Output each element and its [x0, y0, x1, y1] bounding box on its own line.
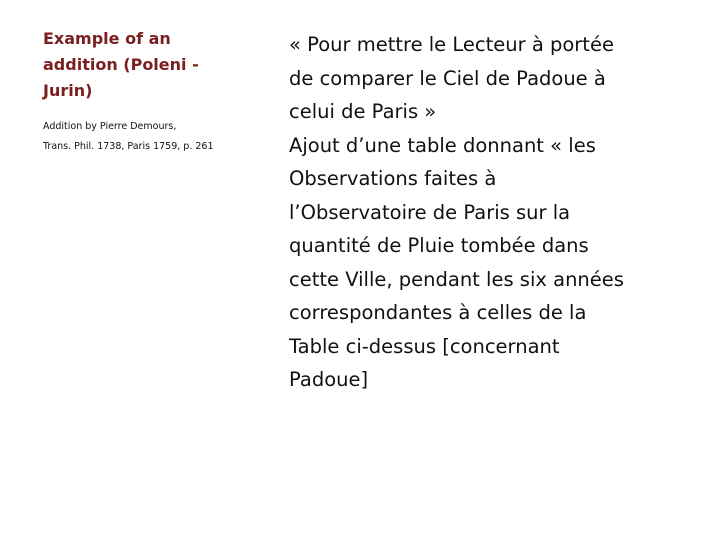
description-paragraph: Ajout d’une table donnant « les Observations faites à l’Observatoire de Paris sur la quantité de Pluie tombée dans cette Ville, pendant les six années correspondantes à celles de la Table ci-dessus [concernant Padoue]	[289, 133, 624, 391]
quote-paragraph: « Pour mettre le Lecteur à portée de comparer le Ciel de Padoue à celui de Paris »	[289, 33, 614, 123]
body-text	[289, 28, 709, 397]
slide-title: Example of an addition (Poleni - Jurin)	[43, 29, 199, 100]
source-caption: Addition by Pierre Demours, Trans. Phil. 1738, Paris 1759, p. 261	[43, 121, 214, 152]
